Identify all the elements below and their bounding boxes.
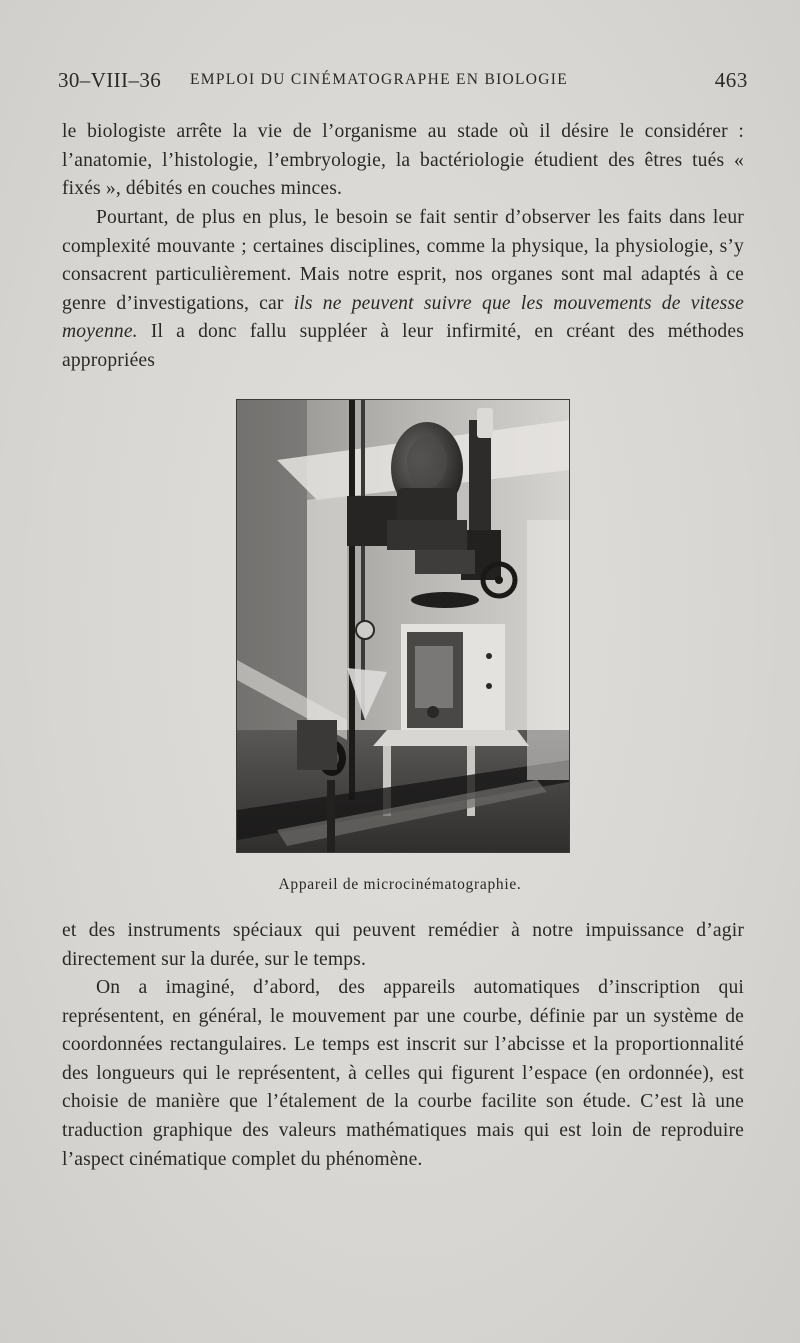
figure-photograph — [237, 400, 569, 852]
paragraph-2-start: Pourtant, de plus en plus, le besoin se fait sentir d’observer les faits dans leur complexité mouvante ; certaines disciplines, comme la physique, la physiologie, s’y consacrent particulièrement. Mais notre esprit, nos organes sont mal adaptés à ce genre d’investigations, car — [62, 207, 744, 314]
running-title: EMPLOI DU CINÉMATOGRAPHE EN BIOLOGIE — [190, 71, 569, 88]
figure-caption: Appareil de microcinématographie. — [278, 876, 522, 893]
paragraph-2-italic: ils ne peuvent suivre que les mouvements de vitesse moyenne. — [62, 292, 744, 343]
apparatus-cabinet — [401, 624, 505, 736]
paragraph-4: On a imaginé, d’abord, des appareils automatiques d’inscription qui représentent, en général, le mouvement par une courbe, définie par un système de coordonnées rectangulaires. Le temps est inscrit sur l’abcisse et la proportionnalité des longueurs qui le représentent, à celles qui figurent l’espace (en ordonnée), est choisie de manière que l’étalement de la courbe facilite son étude. C’est là une traduction graphique des valeurs mathématiques mais qui est loin de reproduire l’aspect cinématique complet du phénomène. — [62, 977, 744, 1170]
page-number: 463 — [714, 68, 748, 92]
paragraph-3: et des instruments spéciaux qui peuvent remédier à notre impuissance d’agir directement sur la durée, sur le temps. — [62, 920, 744, 970]
paragraph-2-end: Il a donc fallu suppléer à leur infirmité, en créant des méthodes appropriées — [62, 321, 744, 371]
paragraph-1: le biologiste arrête la vie de l’organisme au stade où il désire le considérer : l’anatomie, l’histologie, l’embryologie, la bactériologie étudient des êtres tués « fixés », débités en couches minces. — [62, 121, 744, 200]
paragraph-2 — [62, 204, 744, 376]
running-head — [58, 68, 748, 98]
microcinematography-apparatus-photo — [237, 400, 569, 852]
issue-date: 30–VIII–36 — [58, 68, 162, 92]
